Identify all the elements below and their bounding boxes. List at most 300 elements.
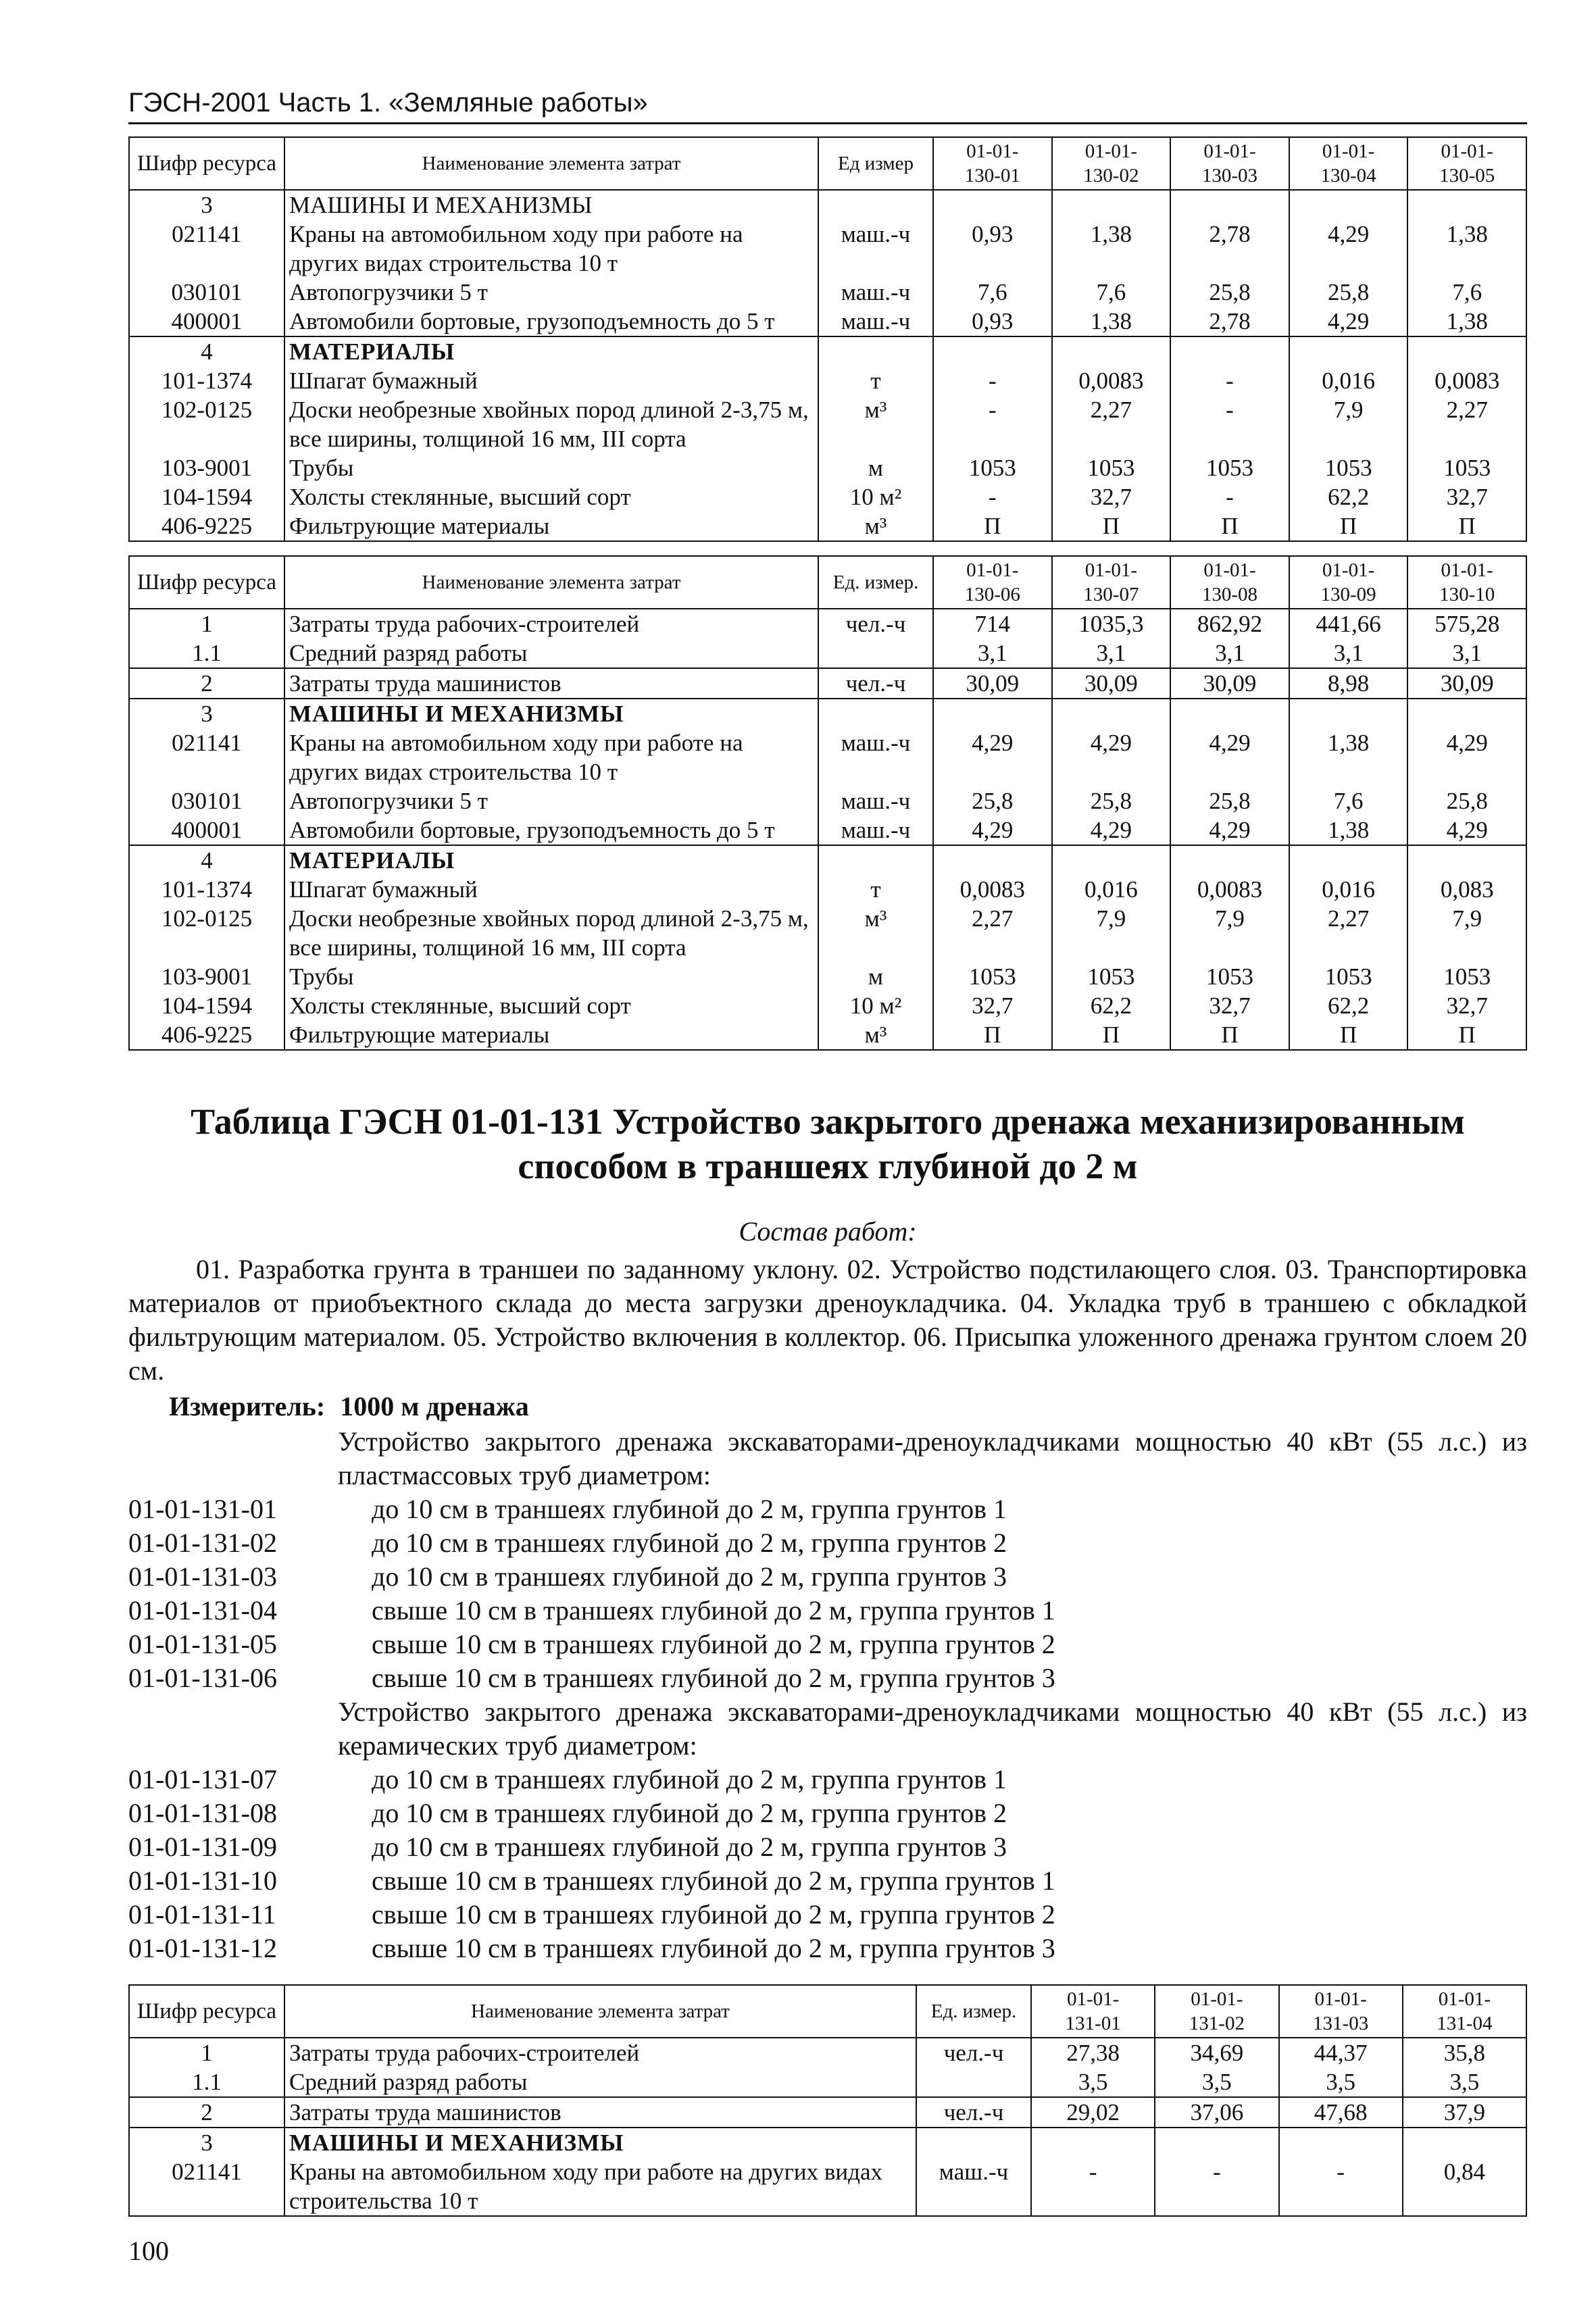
value-cell: 0,93	[933, 307, 1052, 336]
value-cell	[1407, 699, 1526, 728]
unit: чел.-ч	[916, 2097, 1031, 2128]
value-cell: 2,78	[1170, 307, 1289, 336]
value-cell	[1170, 190, 1289, 220]
col-header-5: 01-01- 130-10	[1407, 556, 1526, 609]
value-cell: 0,0083	[1052, 366, 1171, 395]
resource-name: Холсты стеклянные, высший сорт	[284, 482, 818, 511]
value-cell: П	[1052, 511, 1171, 541]
value-cell: 34,69	[1155, 2038, 1278, 2067]
resource-code: 1.1	[192, 2069, 222, 2095]
col-name-header: Наименование элемента затрат	[284, 137, 818, 190]
table-row	[129, 307, 1526, 336]
value-cell	[1052, 190, 1171, 220]
value-cell	[1403, 2128, 1526, 2157]
resource-code: 102-0125	[161, 905, 253, 932]
value-cell: 32,7	[1170, 991, 1289, 1020]
table-row	[129, 2067, 1526, 2097]
table-row	[129, 2038, 1526, 2067]
value-cell: 32,7	[1407, 991, 1526, 1020]
work-composition-label: Состав работ:	[739, 1216, 917, 1247]
operation-item	[128, 1932, 1527, 1965]
value-cell: 8,98	[1289, 668, 1408, 699]
col-code-header: Шифр ресурса	[129, 1985, 284, 2038]
operation-code: 01-01-131-08	[128, 1798, 277, 1828]
value-cell: 0,84	[1403, 2157, 1526, 2216]
table-row	[129, 366, 1526, 395]
operation-code: 01-01-131-12	[128, 1933, 277, 1963]
measure-value: 1000 м дренажа	[340, 1391, 529, 1422]
table-row	[129, 845, 1526, 875]
value-cell: 1053	[1170, 453, 1289, 482]
value-cell: 3,5	[1155, 2067, 1278, 2097]
resource-name: Фильтрующие материалы	[284, 511, 818, 541]
operation-description: до 10 см в траншеях глубиной до 2 м, группа грунтов 2	[372, 1528, 1007, 1558]
resource-code: 2	[129, 668, 284, 699]
group2-list	[128, 1763, 1527, 1965]
unit: м	[818, 453, 933, 482]
unit: маш.-ч	[818, 220, 933, 278]
value-cell: 1,38	[1407, 220, 1526, 278]
value-cell: 1,38	[1289, 728, 1408, 786]
value-cell: 7,6	[1407, 278, 1526, 307]
resource-code: 1	[201, 611, 213, 637]
value-cell	[1170, 845, 1289, 875]
header-rule	[128, 122, 1527, 124]
resource-name: Шпагат бумажный	[284, 366, 818, 395]
resource-code: 102-0125	[161, 397, 253, 423]
value-cell: П	[1170, 1020, 1289, 1050]
unit: маш.-ч	[818, 786, 933, 815]
unit: 10 м²	[818, 482, 933, 511]
table-row	[129, 904, 1526, 962]
resource-name: Трубы	[284, 453, 818, 482]
resource-name: Автомобили бортовые, грузоподъемность до 5 т	[284, 307, 818, 336]
table-row	[129, 395, 1526, 453]
value-cell: 25,8	[1407, 786, 1526, 815]
value-cell: 3,1	[1170, 638, 1289, 668]
operation-item	[128, 1526, 1527, 1560]
resource-code: 104-1594	[161, 484, 253, 510]
value-cell: 4,29	[1170, 815, 1289, 845]
unit: маш.-ч	[818, 278, 933, 307]
value-cell	[933, 845, 1052, 875]
resource-name: Шпагат бумажный	[284, 875, 818, 904]
value-cell: -	[1170, 395, 1289, 453]
col-header-1: 01-01- 131-01	[1031, 1985, 1155, 2038]
operation-description: свыше 10 см в траншеях глубиной до 2 м, группа грунтов 2	[372, 1629, 1055, 1659]
resource-code: 3	[201, 192, 213, 218]
resource-name: Трубы	[284, 962, 818, 991]
value-cell: 62,2	[1052, 991, 1171, 1020]
value-cell: 35,8	[1403, 2038, 1526, 2067]
value-cell: 714	[933, 609, 1052, 638]
resource-code: 406-9225	[161, 1022, 253, 1048]
unit: чел.-ч	[818, 668, 933, 699]
resource-name: Краны на автомобильном ходу при работе на других видах строительства 10 т	[284, 2157, 916, 2216]
operation-description: свыше 10 см в траншеях глубиной до 2 м, группа грунтов 3	[372, 1663, 1055, 1693]
value-cell: -	[1155, 2157, 1278, 2216]
section-heading: МАТЕРИАЛЫ	[284, 336, 818, 366]
measure-line	[169, 1390, 1527, 1422]
value-cell	[933, 699, 1052, 728]
value-cell: 1053	[1052, 453, 1171, 482]
unit	[818, 845, 933, 875]
value-cell: 37,06	[1155, 2097, 1278, 2128]
table-row	[129, 815, 1526, 845]
resource-code: 021141	[172, 730, 242, 756]
operation-item	[128, 1796, 1527, 1830]
value-cell: 37,9	[1403, 2097, 1526, 2128]
table-row	[129, 668, 1526, 699]
value-cell: 0,0083	[1407, 366, 1526, 395]
value-cell: 25,8	[1170, 278, 1289, 307]
col-header-3: 01-01- 130-08	[1170, 556, 1289, 609]
unit: маш.-ч	[818, 307, 933, 336]
value-cell: -	[933, 366, 1052, 395]
operation-item	[128, 1628, 1527, 1661]
value-cell: 62,2	[1289, 482, 1408, 511]
resource-table-130-06-10	[128, 555, 1527, 1051]
operation-code: 01-01-131-05	[128, 1629, 277, 1659]
value-cell	[1407, 845, 1526, 875]
value-cell: 1,38	[1407, 307, 1526, 336]
value-cell: 32,7	[1052, 482, 1171, 511]
value-cell: -	[1170, 482, 1289, 511]
unit: маш.-ч	[916, 2157, 1031, 2216]
col-unit-header: Ед. измер.	[818, 556, 933, 609]
value-cell: 862,92	[1170, 609, 1289, 638]
resource-table-130-01-05	[128, 136, 1527, 542]
value-cell: 1053	[933, 453, 1052, 482]
table-title: Таблица ГЭСН 01-01-131 Устройство закрытого дренажа механизированным способом в траншеях глубиной до 2 м	[191, 1101, 1465, 1186]
col-header-2: 01-01- 130-07	[1052, 556, 1171, 609]
table-row	[129, 699, 1526, 728]
table-row	[129, 453, 1526, 482]
value-cell: 575,28	[1407, 609, 1526, 638]
operation-description: свыше 10 см в траншеях глубиной до 2 м, группа грунтов 1	[372, 1865, 1055, 1896]
value-cell: 4,29	[1289, 220, 1408, 278]
value-cell	[1289, 845, 1408, 875]
value-cell: 4,29	[933, 728, 1052, 786]
value-cell: 25,8	[1052, 786, 1171, 815]
value-cell: П	[1052, 1020, 1171, 1050]
resource-code: 3	[129, 699, 284, 728]
unit: чел.-ч	[916, 2038, 1031, 2067]
resource-name: Краны на автомобильном ходу при работе на других видах строительства 10 т	[284, 220, 818, 278]
col-code-header: Шифр ресурса	[129, 556, 284, 609]
value-cell	[1052, 336, 1171, 366]
value-cell: 1053	[933, 962, 1052, 991]
resource-code: 2	[129, 2097, 284, 2128]
value-cell: 30,09	[1052, 668, 1171, 699]
value-cell: 4,29	[933, 815, 1052, 845]
resource-code: 400001	[171, 817, 243, 843]
value-cell: 1,38	[1052, 220, 1171, 278]
value-cell: 7,9	[1289, 395, 1408, 453]
operation-description: до 10 см в траншеях глубиной до 2 м, группа грунтов 1	[372, 1494, 1007, 1524]
table-row	[129, 1020, 1526, 1050]
table-row	[129, 2097, 1526, 2128]
table-row	[129, 638, 1526, 668]
value-cell: П	[1170, 511, 1289, 541]
operation-item	[128, 1864, 1527, 1898]
value-cell: 25,8	[1289, 278, 1408, 307]
resource-code: 104-1594	[161, 992, 253, 1019]
resource-code: 400001	[171, 308, 243, 334]
value-cell: 2,27	[933, 904, 1052, 962]
col-header-1: 01-01- 130-01	[933, 137, 1052, 190]
value-cell: -	[933, 482, 1052, 511]
value-cell: 1035,3	[1052, 609, 1171, 638]
table-row	[129, 962, 1526, 991]
resource-code: 1	[201, 2040, 213, 2066]
value-cell: 7,9	[1407, 904, 1526, 962]
value-cell: П	[1407, 1020, 1526, 1050]
resource-code: 021141	[172, 221, 242, 247]
operation-item	[128, 1830, 1527, 1864]
operation-item	[128, 1560, 1527, 1594]
value-cell: 4,29	[1052, 728, 1171, 786]
value-cell	[1052, 845, 1171, 875]
unit: т	[818, 875, 933, 904]
value-cell: 29,02	[1031, 2097, 1155, 2128]
resource-name: Краны на автомобильном ходу при работе на других видах строительства 10 т	[284, 728, 818, 786]
value-cell: 32,7	[933, 991, 1052, 1020]
operation-code: 01-01-131-09	[128, 1832, 277, 1862]
resource-code: 021141	[172, 2159, 242, 2185]
value-cell: 30,09	[1407, 668, 1526, 699]
resource-code: 4	[129, 845, 284, 875]
col-header-1: 01-01- 130-06	[933, 556, 1052, 609]
value-cell: 62,2	[1289, 991, 1408, 1020]
unit: 10 м²	[818, 991, 933, 1020]
col-unit-header: Ед. измер.	[916, 1985, 1031, 2038]
unit	[916, 2128, 1031, 2157]
value-cell: 47,68	[1279, 2097, 1403, 2128]
value-cell: 4,29	[1407, 815, 1526, 845]
table-row	[129, 511, 1526, 541]
value-cell: 1053	[1407, 453, 1526, 482]
value-cell: -	[1031, 2157, 1155, 2216]
operation-item	[128, 1763, 1527, 1796]
unit	[818, 638, 933, 668]
value-cell: 0,016	[1289, 875, 1408, 904]
resource-name: Затраты труда рабочих-строителей	[284, 2038, 916, 2067]
value-cell: 1053	[1170, 962, 1289, 991]
operation-code: 01-01-131-11	[128, 1899, 276, 1930]
resource-code: 4	[129, 336, 284, 366]
work-composition-text: 01. Разработка грунта в траншеи по заданному уклону. 02. Устройство подстилающего слоя. 03. Транспортировка материалов от приобъектного склада до места загрузки дреноукладчика. 04. Укладка труб в траншею с обкладкой фильтрующим материалом. 05. Устройство включения в коллектор. 06. Присыпка уложенного дренажа грунтом слоем 20 см.	[128, 1254, 1527, 1386]
value-cell	[1170, 336, 1289, 366]
value-cell: 4,29	[1170, 728, 1289, 786]
value-cell: 1053	[1289, 962, 1408, 991]
operation-description: до 10 см в траншеях глубиной до 2 м, группа грунтов 3	[372, 1561, 1007, 1592]
value-cell	[1031, 2128, 1155, 2157]
col-header-4: 01-01- 131-04	[1403, 1985, 1526, 2038]
col-code-header: Шифр ресурса	[129, 137, 284, 190]
resource-name: Доски необрезные хвойных пород длиной 2-3,75 м, все ширины, толщиной 16 мм, III сорта	[284, 395, 818, 453]
table-row	[129, 336, 1526, 366]
resource-name: Затраты труда рабочих-строителей	[284, 609, 818, 638]
value-cell: 0,0083	[933, 875, 1052, 904]
col-name-header: Наименование элемента затрат	[284, 1985, 916, 2038]
value-cell: 0,93	[933, 220, 1052, 278]
group2-description: Устройство закрытого дренажа экскаваторами-дреноукладчиками мощностью 40 кВт (55 л.с.) из керамических труб диаметром:	[338, 1696, 1527, 1761]
operation-item	[128, 1661, 1527, 1695]
value-cell: 2,78	[1170, 220, 1289, 278]
value-cell: 44,37	[1279, 2038, 1403, 2067]
resource-code: 3	[129, 2128, 284, 2157]
operation-code: 01-01-131-04	[128, 1595, 277, 1626]
unit: м³	[818, 395, 933, 453]
value-cell: 30,09	[1170, 668, 1289, 699]
value-cell: 25,8	[1170, 786, 1289, 815]
col-unit-header: Ед измер	[818, 137, 933, 190]
unit: м³	[818, 511, 933, 541]
value-cell: 4,29	[1052, 815, 1171, 845]
value-cell: 27,38	[1031, 2038, 1155, 2067]
operation-item	[128, 1898, 1527, 1932]
unit: т	[818, 366, 933, 395]
value-cell	[933, 336, 1052, 366]
value-cell: П	[1289, 1020, 1408, 1050]
value-cell	[1289, 190, 1408, 220]
value-cell: 4,29	[1289, 307, 1408, 336]
value-cell	[1170, 699, 1289, 728]
unit: маш.-ч	[818, 815, 933, 845]
value-cell: 2,27	[1289, 904, 1408, 962]
resource-name: Автомобили бортовые, грузоподъемность до 5 т	[284, 815, 818, 845]
value-cell: 2,27	[1407, 395, 1526, 453]
value-cell: 32,7	[1407, 482, 1526, 511]
unit: м	[818, 962, 933, 991]
resource-code: 101-1374	[161, 876, 253, 903]
value-cell: 2,27	[1052, 395, 1171, 453]
resource-name: Доски необрезные хвойных пород длиной 2-3,75 м, все ширины, толщиной 16 мм, III сорта	[284, 904, 818, 962]
value-cell: -	[1279, 2157, 1403, 2216]
value-cell: 1053	[1407, 962, 1526, 991]
col-header-5: 01-01- 130-05	[1407, 137, 1526, 190]
unit: м³	[818, 904, 933, 962]
resource-code: 030101	[171, 279, 243, 305]
operation-description: до 10 см в траншеях глубиной до 2 м, группа грунтов 2	[372, 1798, 1007, 1828]
operation-item	[128, 1594, 1527, 1628]
value-cell	[1052, 699, 1171, 728]
value-cell	[1407, 336, 1526, 366]
group1-list	[128, 1492, 1527, 1695]
value-cell: 1,38	[1052, 307, 1171, 336]
value-cell: 25,8	[933, 786, 1052, 815]
resource-name: Автопогрузчики 5 т	[284, 278, 818, 307]
unit	[818, 699, 933, 728]
value-cell: 0,016	[1289, 366, 1408, 395]
operation-code: 01-01-131-01	[128, 1494, 277, 1524]
operation-code: 01-01-131-06	[128, 1663, 277, 1693]
value-cell	[1289, 336, 1408, 366]
resource-code: 101-1374	[161, 368, 253, 394]
operation-description: свыше 10 см в траншеях глубиной до 2 м, группа грунтов 2	[372, 1899, 1055, 1930]
value-cell: -	[1170, 366, 1289, 395]
value-cell	[1289, 699, 1408, 728]
resource-table-131-01-04	[128, 1984, 1527, 2217]
value-cell: 30,09	[933, 668, 1052, 699]
operation-code: 01-01-131-02	[128, 1528, 277, 1558]
value-cell: 3,1	[1289, 638, 1408, 668]
section-heading: МАШИНЫ И МЕХАНИЗМЫ	[284, 190, 818, 220]
table-row	[129, 2157, 1526, 2216]
resource-code: 1.1	[192, 640, 222, 666]
value-cell: 1053	[1289, 453, 1408, 482]
value-cell: -	[933, 395, 1052, 453]
value-cell: П	[1289, 511, 1408, 541]
col-header-2: 01-01- 131-02	[1155, 1985, 1278, 2038]
unit	[916, 2067, 1031, 2097]
table-row	[129, 220, 1526, 278]
table-row	[129, 190, 1526, 220]
operation-description: до 10 см в траншеях глубиной до 2 м, группа грунтов 3	[372, 1832, 1007, 1862]
operation-description: свыше 10 см в траншеях глубиной до 2 м, группа грунтов 3	[372, 1933, 1055, 1963]
value-cell	[1155, 2128, 1278, 2157]
resource-name: Средний разряд работы	[284, 2067, 916, 2097]
unit: чел.-ч	[818, 609, 933, 638]
value-cell: 3,5	[1279, 2067, 1403, 2097]
section-heading: МАШИНЫ И МЕХАНИЗМЫ	[284, 699, 818, 728]
table-row	[129, 2128, 1526, 2157]
value-cell: 0,016	[1052, 875, 1171, 904]
col-header-3: 01-01- 130-03	[1170, 137, 1289, 190]
unit: маш.-ч	[818, 728, 933, 786]
table-row	[129, 991, 1526, 1020]
value-cell: 7,6	[933, 278, 1052, 307]
resource-name: Автопогрузчики 5 т	[284, 786, 818, 815]
value-cell: П	[933, 1020, 1052, 1050]
value-cell: 1,38	[1289, 815, 1408, 845]
resource-code: 406-9225	[161, 513, 253, 539]
resource-name: Холсты стеклянные, высший сорт	[284, 991, 818, 1020]
table-row	[129, 728, 1526, 786]
value-cell: 0,0083	[1170, 875, 1289, 904]
unit	[818, 336, 933, 366]
resource-code: 103-9001	[161, 455, 253, 481]
resource-code: 030101	[171, 788, 243, 814]
resource-name: Затраты труда машинистов	[284, 2097, 916, 2128]
resource-name: Средний разряд работы	[284, 638, 818, 668]
value-cell: 3,1	[933, 638, 1052, 668]
resource-name: Фильтрующие материалы	[284, 1020, 818, 1050]
value-cell: 4,29	[1407, 728, 1526, 786]
resource-name: Затраты труда машинистов	[284, 668, 818, 699]
value-cell	[1407, 190, 1526, 220]
unit: м³	[818, 1020, 933, 1050]
table-row	[129, 482, 1526, 511]
value-cell: 3,1	[1052, 638, 1171, 668]
value-cell	[1279, 2128, 1403, 2157]
running-header: ГЭСН-2001 Часть 1. «Земляные работы»	[128, 88, 648, 118]
value-cell: 3,1	[1407, 638, 1526, 668]
table-row	[129, 875, 1526, 904]
operation-code: 01-01-131-03	[128, 1561, 277, 1592]
value-cell: 3,5	[1403, 2067, 1526, 2097]
col-header-3: 01-01- 131-03	[1279, 1985, 1403, 2038]
page	[128, 88, 1527, 2217]
page-number: 100	[128, 2236, 169, 2266]
col-header-4: 01-01- 130-09	[1289, 556, 1408, 609]
value-cell: 3,5	[1031, 2067, 1155, 2097]
measure-label: Измеритель:	[169, 1391, 326, 1422]
operation-item	[128, 1492, 1527, 1526]
operation-description: свыше 10 см в траншеях глубиной до 2 м, группа грунтов 1	[372, 1595, 1055, 1626]
value-cell: 7,6	[1052, 278, 1171, 307]
